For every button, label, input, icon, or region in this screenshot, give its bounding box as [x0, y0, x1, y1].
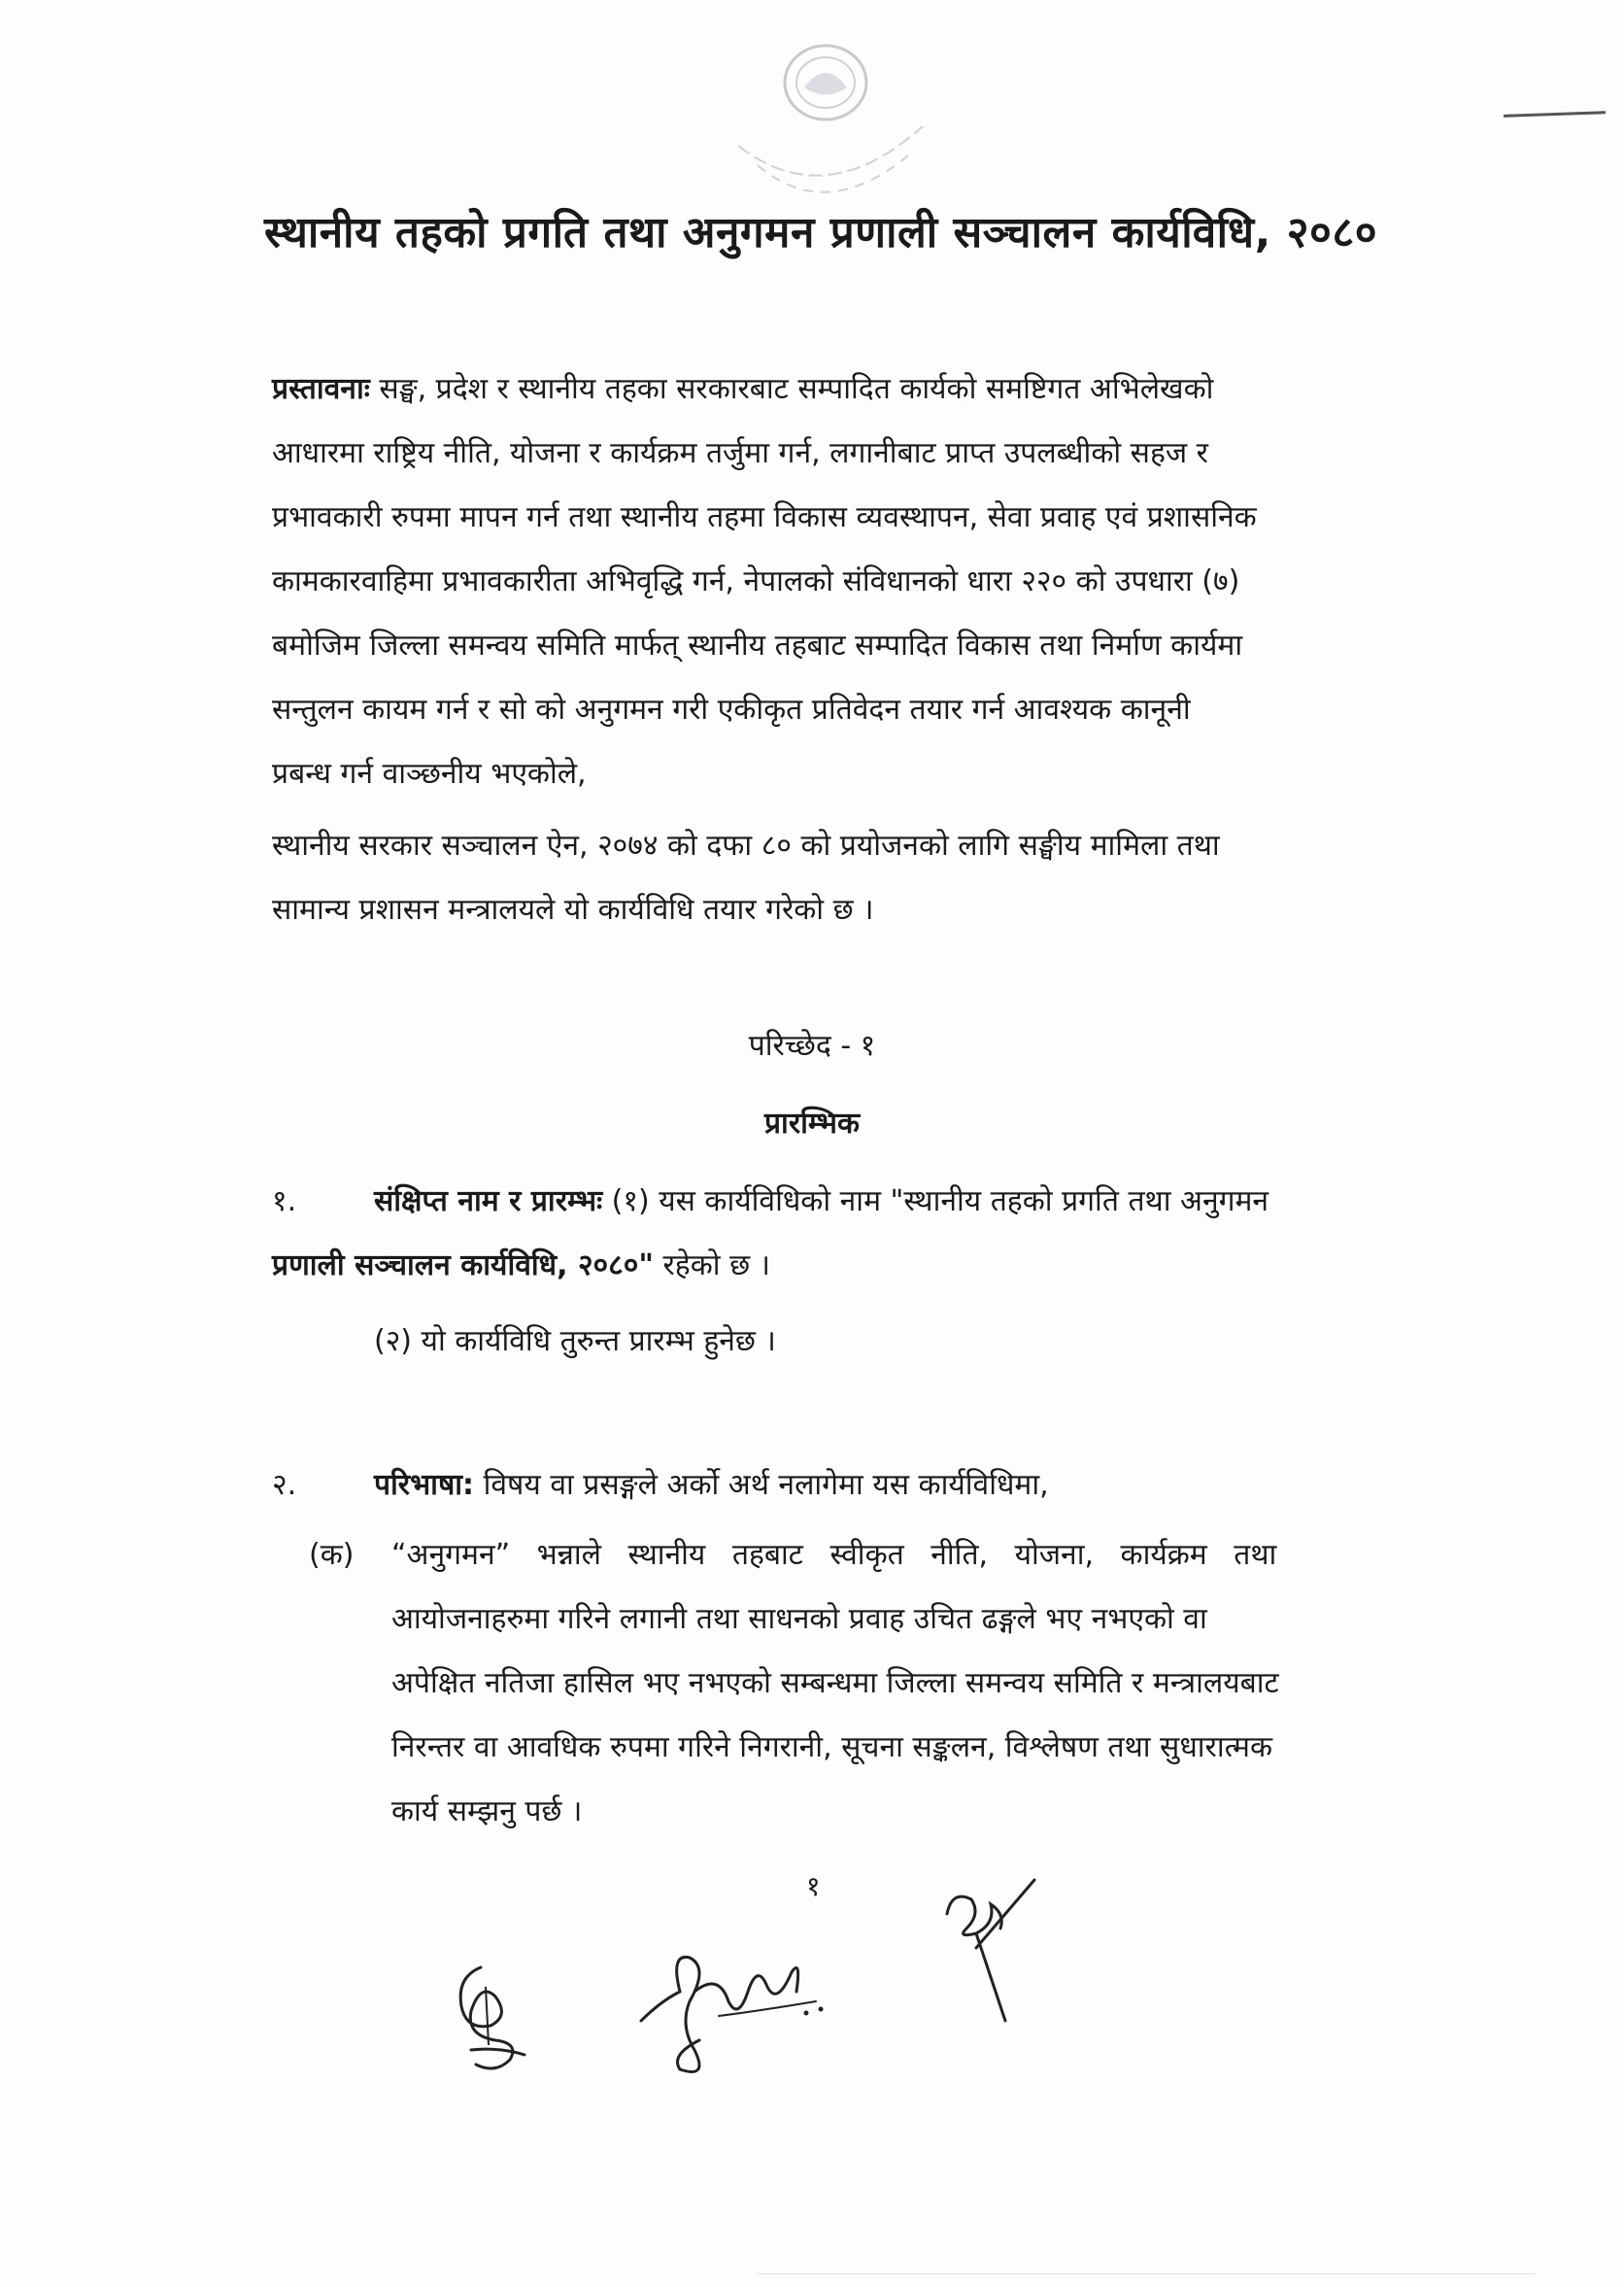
preamble-line-2: आधारमा राष्ट्रिय नीति, योजना र कार्यक्रम तर्जुमा गर्न, लगानीबाट प्राप्त उपलब्धीको सहज र [272, 436, 1208, 470]
signature-2-icon [622, 1933, 835, 2089]
preamble-line-6: सन्तुलन कायम गर्न र सो को अनुगमन गरी एकीकृत प्रतिवेदन तयार गर्न आवश्यक कानूनी [272, 693, 1191, 727]
official-stamp-icon [680, 29, 971, 214]
section-1-line-1: १. संक्षिप्त नाम र प्रारम्भः (१) यस कार्यविधिको नाम "स्थानीय तहको प्रगति तथा अनुगमन [272, 1170, 1452, 1234]
preamble-line-7: प्रबन्ध गर्न वाञ्छनीय भएकोले, [272, 757, 587, 791]
clause-ka-body [391, 1523, 1455, 1844]
section-1 [272, 1170, 1452, 1298]
enactment-line-1: स्थानीय सरकार सञ्चालन ऐन, २०७४ को दफा ८० को प्रयोजनको लागि सङ्घीय मामिला तथा [272, 829, 1220, 863]
section-2: २. परिभाषा: विषय वा प्रसङ्गले अर्को अर्थ नलागेमा यस कार्यविधिमा, [272, 1453, 1049, 1518]
section-1-heading: संक्षिप्त नाम र प्रारम्भः [374, 1184, 603, 1218]
clause-ka-line-4: निरन्तर वा आवधिक रुपमा गरिने निगरानी, सूचना सङ्कलन, विश्लेषण तथा सुधारात्मक [391, 1730, 1273, 1764]
section-2-heading: परिभाषा: [374, 1468, 475, 1502]
clause-ka-line-5: कार्य सम्झनु पर्छ । [391, 1794, 583, 1828]
enactment-paragraph [272, 814, 1452, 942]
enactment-line-2: सामान्य प्रशासन मन्त्रालयले यो कार्यविधि तयार गरेको छ । [272, 893, 874, 927]
section-1-subsection-2: (२) यो कार्यविधि तुरुन्त प्रारम्भ हुनेछ । [374, 1324, 776, 1358]
section-1-line-2: प्रणाली सञ्चालन कार्यविधि, २०८०" रहेको छ । [272, 1248, 771, 1282]
preamble-line-4: कामकारवाहिमा प्रभावकारीता अभिवृद्धि गर्न, नेपालको संविधानको धारा २२० को उपधारा (७) [272, 564, 1240, 598]
signature-3-icon [937, 1875, 1054, 2031]
clause-ka-line-1: “अनुगमन” भन्नाले स्थानीय तहबाट स्वीकृत नीति, योजना, कार्यक्रम तथा [391, 1538, 1277, 1572]
clause-ka-line-3: अपेक्षित नतिजा हासिल भए नभएको सम्बन्धमा जिल्ला समन्वय समिति र मन्त्रालयबाट [391, 1666, 1279, 1700]
document-title: स्थानीय तहको प्रगति तथा अनुगमन प्रणाली सञ्चालन कार्यविधि, २०८० [264, 208, 1378, 257]
bottom-rule [758, 2273, 1535, 2274]
preamble-line-1: प्रस्तावनाः सङ्घ, प्रदेश र स्थानीय तहका सरकारबाट सम्पादित कार्यको समष्टिगत अभिलेखको [272, 372, 1214, 406]
preamble-label: प्रस्तावनाः [272, 372, 370, 406]
preamble-paragraph [272, 358, 1452, 806]
preamble-line-3: प्रभावकारी रुपमा मापन गर्न तथा स्थानीय तहमा विकास व्यवस्थापन, सेवा प्रवाह एवं प्रशासनिक [272, 500, 1257, 534]
clause-ka-marker: (क) [309, 1538, 355, 1572]
page-number: १ [806, 1870, 821, 1902]
chapter-name: प्रारम्भिक [763, 1107, 860, 1141]
section-1-number: १. [272, 1184, 297, 1218]
margin-mark [1504, 111, 1606, 118]
preamble-line-5: बमोजिम जिल्ला समन्वय समिति मार्फत् स्थानीय तहबाट सम्पादित विकास तथा निर्माण कार्यमा [272, 629, 1243, 663]
clause-ka-line-2: आयोजनाहरुमा गरिने लगानी तथा साधनको प्रवाह उचित ढङ्गले भए नभएको वा [391, 1602, 1207, 1636]
signature-1-icon [442, 1958, 549, 2084]
section-2-number: २. [272, 1468, 297, 1502]
chapter-number: परिच्छेद - १ [748, 1029, 876, 1063]
